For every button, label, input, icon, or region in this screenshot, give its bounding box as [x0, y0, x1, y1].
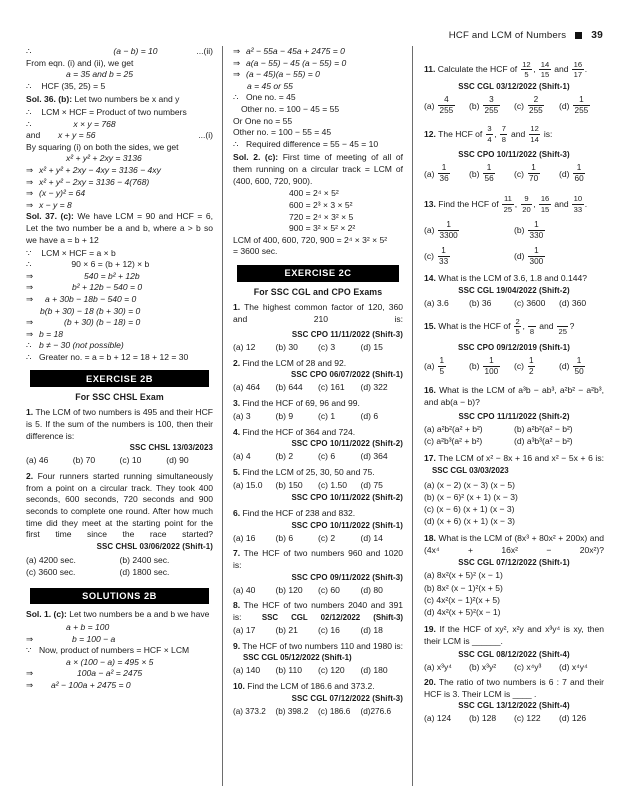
question-19 — [424, 624, 604, 673]
option-a[interactable]: (a) 46 — [26, 455, 49, 466]
option-d[interactable]: (d) 126 — [559, 713, 587, 724]
option-d[interactable]: (d) (x + 6) (x + 1) (x − 3) — [424, 516, 515, 527]
question-source: SSC CGL 13/12/2022 (Shift-4) — [458, 701, 570, 711]
option-b[interactable]: (b) $\frac{1}{56}$ — [469, 163, 494, 184]
question-text: 9. The HCF of two numbers 110 and 1980 is: SSC CGL 05/12/2022 (Shift-1) — [233, 640, 403, 663]
question-text: 15. What is the HCF of $\frac{2}{5}$ , 8 and 25 ? — [424, 316, 575, 337]
question-source: SSC CPO 06/07/2022 (Shift-1) — [291, 370, 403, 380]
question-options — [424, 164, 604, 185]
sol2-result-2: = 3600 sec. — [233, 246, 278, 257]
question-source: SSC CPO 10/11/2022 (Shift-2) — [291, 439, 403, 449]
option-b[interactable]: (b) 36 — [469, 297, 492, 308]
question-source: SSC CGL 02/12/2022 (Shift-3) — [261, 612, 404, 622]
option-b[interactable]: (b) $\frac{3}{255}$ — [469, 95, 499, 116]
option-b[interactable]: (b) 128 — [469, 713, 497, 724]
question-source: SSC CPO 11/11/2022 (Shift-3) — [291, 330, 403, 340]
question-18 — [424, 533, 604, 618]
option-b[interactable]: (b) $\frac{1}{100}$ — [469, 355, 499, 376]
sol1-line-5: ⇒ 100a − a² = 2475 — [26, 668, 143, 679]
column-1 — [26, 46, 222, 786]
fraction-16-15: $\frac{16}{15}$ — [540, 194, 550, 214]
exercise-2b-question-2 — [26, 471, 213, 578]
question-text: 2. Find the LCM of 28 and 92. — [233, 357, 347, 368]
question-options — [233, 480, 403, 492]
exercise-2c-banner: EXERCISE 2C — [237, 265, 399, 282]
question-source: SSC CGL 05/12/2022 (Shift-1) — [243, 653, 352, 663]
question-text: 3. Find the HCF of 69, 96 and 99. — [233, 397, 360, 408]
fraction-14-15: $\frac{14}{15}$ — [540, 59, 550, 79]
option-a[interactable]: (a) 464 — [233, 382, 261, 393]
sol2-factor-3: 720 = 2⁴ × 3² × 5 — [289, 211, 354, 222]
option-d[interactable]: (d) 18 — [360, 625, 383, 636]
option-b[interactable]: (b) 2400 sec. — [119, 554, 170, 565]
solution-35-continued — [26, 46, 213, 92]
question-text: 2. Four runners started running simultaneously from a point on a circular track. They took 400 seconds, 600 seconds, 720 seconds and 900 seconds to complete one round. After how much time did they meet at the starting point for the first time since the race started? — [26, 470, 214, 540]
exercise-2c-question-3 — [233, 398, 403, 423]
exercise-2c-question-8 — [233, 600, 403, 636]
question-source: SSC CPO 09/12/2019 (Shift-1) — [458, 342, 570, 352]
sol36-line-1: ∴ LCM × HCF = Product of two numbers — [26, 107, 187, 118]
option-d[interactable]: (d) $\frac{1}{255}$ — [559, 95, 589, 116]
question-text: 16. What is the LCM of a³b − ab³, a²b² − a²b³, and ab(a − b)? — [424, 385, 605, 408]
exercise-2c-question-7 — [233, 548, 403, 596]
option-b[interactable]: (b) 8x² (x − 1)²(x + 5) — [424, 582, 503, 593]
column-2 — [222, 46, 412, 786]
option-d[interactable]: (d) 14 — [360, 532, 383, 543]
option-d[interactable]: (d) a³b³(a² − b²) — [514, 436, 573, 447]
option-d[interactable]: (d) $\frac{1}{50}$ — [559, 355, 584, 376]
option-c[interactable]: (c) 2 — [318, 532, 336, 543]
page-header — [449, 30, 603, 41]
question-text: 7. The HCF of two numbers 960 and 1020 is: — [233, 548, 403, 570]
option-b[interactable]: (b) $\frac{1}{330}$ — [514, 219, 544, 240]
question-source: SSC CGL 08/12/2022 (Shift-4) — [458, 649, 570, 659]
question-text: 20. The ratio of two numbers is 6 : 7 and their HCF is 3. Their LCM is ____ . — [424, 677, 604, 699]
question-text: 14. What is the LCM of 3.6, 1.8 and 0.144? — [424, 273, 587, 284]
question-options — [26, 455, 213, 467]
fraction-10-33: $\frac{10}{33}$ — [573, 194, 583, 214]
question-source: SSC CGL 07/12/2022 (Shift-1) — [458, 557, 570, 567]
option-b[interactable]: (b) 70 — [72, 455, 96, 466]
question-options-row-2 — [424, 435, 604, 447]
option-a[interactable]: (a) $\frac{1}{5}$ — [424, 355, 445, 376]
question-options — [424, 662, 604, 674]
question-source: SSC CPO 10/11/2022 (Shift-2) — [291, 492, 403, 502]
option-b[interactable]: (b) a²b²(a² − b²) — [514, 424, 573, 435]
question-options — [424, 569, 604, 618]
question-source: SSC CGL 03/03/2023 — [432, 465, 509, 475]
question-text: 19. If the HCF of xy², x²y and x³y⁴ is xy, then their LCM is ______. — [424, 624, 605, 646]
question-source: SSC CPO 09/11/2022 (Shift-3) — [291, 572, 403, 582]
option-a[interactable]: (a) 124 — [424, 713, 452, 724]
question-source: SSC CGL 07/12/2022 (Shift-3) — [291, 693, 403, 703]
option-c[interactable]: (c) 3600 — [514, 297, 546, 308]
option-b[interactable]: (b) 644 — [275, 382, 303, 393]
sol36-line-7: ⇒ x² + y² − 2xy = 3136 − 4(768) — [26, 176, 150, 187]
option-d[interactable]: (d) 322 — [360, 382, 388, 393]
sol2-heading: Sol. 2. (c): First time of meeting of all of them running on a circular track = LCM of (400, 600, 720, 900). — [233, 152, 404, 186]
option-c[interactable]: (c) 60 — [318, 584, 340, 595]
fraction-12-5: $\frac{12}{5}$ — [522, 59, 531, 79]
question-options — [233, 451, 403, 463]
option-b[interactable]: (b) 398.2 — [275, 706, 309, 716]
sol37-line-8: ⇒ b = 18 — [26, 328, 64, 339]
question-options — [424, 356, 604, 377]
option-d[interactable]: (d) $\frac{1}{300}$ — [514, 245, 544, 266]
option-a[interactable]: (a) 3 — [233, 411, 251, 422]
fraction-16-17: $\frac{16}{17}$ — [573, 59, 583, 79]
sol2-factor-2: 600 = 2³ × 3 × 5² — [289, 200, 353, 211]
question-14 — [424, 273, 604, 309]
option-b[interactable]: (b) 9 — [275, 411, 294, 422]
exercise-2b-banner: EXERCISE 2B — [30, 370, 209, 387]
question-text: 12. The HCF of $\frac{3}{4}$ , $\frac{7}{8}$ and $\frac{12}{14}$ is: — [424, 124, 553, 144]
question-16 — [424, 385, 604, 447]
fraction-blank-25: 25 — [558, 327, 567, 337]
question-text: 8. The HCF of two numbers 2040 and 391 is: SSC CGL 02/12/2022 (Shift-3) — [233, 600, 404, 622]
exercise-2c-question-2 — [233, 358, 403, 394]
sol35-line-1: ∴ (a − b) = 10 ...(ii) — [26, 46, 213, 56]
option-d[interactable]: (d) x⁴y⁴ — [559, 661, 588, 672]
question-11 — [424, 60, 604, 117]
option-d[interactable]: (d) 75 — [360, 480, 383, 491]
option-a[interactable]: (a) 17 — [233, 625, 256, 636]
question-options — [233, 411, 403, 423]
exercise-2c-question-1 — [233, 302, 403, 354]
question-text: 5. Find the LCM of 25, 30, 50 and 75. — [233, 466, 375, 477]
question-text: 11. Calculate the HCF of $\frac{12}{5}$ , $\frac{14}{15}$ and $\frac{16}{17}$ . — [424, 59, 588, 79]
option-c[interactable]: (c) x⁴y³ — [514, 661, 542, 672]
fraction-2-5: $\frac{2}{5}$ — [515, 316, 520, 337]
question-text: 6. Find the HCF of 238 and 832. — [233, 508, 356, 519]
sol37-line-5: ⇒ a + 30b − 18b − 540 = 0 — [26, 293, 137, 304]
option-d[interactable]: (d) 15 — [360, 342, 383, 353]
option-b[interactable]: (b) 6 — [275, 532, 294, 543]
sol37-line-6: b(b + 30) − 18 (b + 30) = 0 — [40, 305, 141, 316]
solutions-2b-banner: SOLUTIONS 2B — [30, 588, 209, 605]
sol1c-line-9: ∴ Required difference = 55 − 45 = 10 — [233, 138, 379, 149]
option-a[interactable]: (a) 140 — [233, 665, 261, 676]
option-c[interactable]: (c) 120 — [318, 665, 345, 676]
option-d[interactable]: (d) 4x²(x + 5)²(x − 1) — [424, 606, 501, 617]
sol1c-line-3: ⇒ (a − 45)(a − 55) = 0 — [233, 69, 320, 80]
option-c[interactable]: (c) 4x²(x − 1)²(x + 5) — [424, 594, 500, 605]
sol2-result-1: LCM of 400, 600, 720, 900 = 2⁴ × 3² × 5² — [233, 234, 388, 245]
option-c[interactable]: (c) 186.6 — [318, 706, 351, 716]
black-square-icon — [575, 32, 582, 39]
question-15 — [424, 317, 604, 377]
question-source: SSC CPO 11/11/2022 (Shift-2) — [458, 411, 570, 421]
sol36-line-8: ⇒ (x − y)² = 64 — [26, 188, 86, 199]
sol1-line-1: a + b = 100 — [66, 622, 110, 633]
question-17 — [424, 453, 604, 527]
question-text: 18. What is the LCM of (8x³ + 80x² + 200x) and (4x⁴ + 16x² − 20x²)? — [424, 533, 605, 556]
sol1-heading: Sol. 1. (c): Let two numbers be a and b we have — [26, 609, 210, 620]
option-b[interactable]: (b) 120 — [275, 584, 303, 595]
option-c[interactable]: (c) $\frac{1}{2}$ — [514, 355, 534, 376]
question-text: 1. The highest common factor of 120, 360 and 210 is: — [233, 301, 403, 324]
exercise-2c-question-9 — [233, 641, 403, 677]
sol37-line-4: ⇒ b² + 12b − 540 = 0 — [26, 282, 143, 293]
option-a[interactable]: (a) 16 — [233, 532, 256, 543]
question-options — [424, 298, 604, 310]
sol2-factor-4: 900 = 3² × 5² × 2² — [289, 223, 356, 234]
solution-37 — [26, 211, 213, 363]
sol36-heading: Sol. 36. (b): Let two numbers be x and y — [26, 94, 180, 105]
sol36-line-3: and x + y = 56 ...(i) — [26, 130, 213, 141]
question-text: 4. Find the HCF of 364 and 724. — [233, 426, 356, 437]
option-d[interactable]: (d) 360 — [559, 297, 587, 308]
question-options-row-2 — [424, 246, 604, 267]
option-b[interactable]: (b) 150 — [275, 480, 303, 491]
option-b[interactable]: (b) 21 — [275, 625, 298, 636]
option-b[interactable]: (b) 2 — [275, 451, 294, 462]
option-c[interactable]: (c) 1.50 — [318, 480, 347, 491]
option-c[interactable]: (c) 1 — [318, 411, 336, 422]
option-a[interactable]: (a) 8x²(x + 5)² (x − 1) — [424, 570, 503, 581]
sol1-line-3: ∵ Now, product of numbers = HCF × LCM — [26, 645, 190, 656]
question-source: SSC CGL 03/12/2022 (Shift-1) — [458, 82, 570, 92]
sol1c-line-1: ⇒ a² − 55a − 45a + 2475 = 0 — [233, 46, 345, 56]
option-a[interactable]: (a) 15.0 — [233, 480, 263, 491]
sol37-line-3: ⇒ 540 = b² + 12b — [26, 270, 140, 281]
sol1c-line-7: Or One no = 55 — [233, 115, 293, 126]
sol1c-line-6: Other no. = 100 − 45 = 55 — [241, 103, 340, 114]
sol1c-line-8: Other no. = 100 − 55 = 45 — [233, 127, 332, 138]
fraction-3-4: $\frac{3}{4}$ — [487, 124, 492, 144]
sol1-line-4: a × (100 − a) = 495 × 5 — [66, 656, 154, 667]
solution-36 — [26, 94, 213, 211]
option-d[interactable]: (d)276.6 — [360, 706, 391, 716]
option-a[interactable]: (a) a²b²(a² + b²) — [424, 424, 483, 435]
question-source: SSC CGL 19/04/2022 (Shift-2) — [458, 285, 570, 295]
sol1c-line-2: ⇒ a(a − 55) − 45 (a − 55) = 0 — [233, 57, 347, 68]
sol37-line-1: ∵ LCM × HCF = a × b — [26, 247, 116, 258]
question-text: 17. The LCM of x² − 8x + 16 and x² − 5x + 6 is: SSC CGL 03/03/2023 — [424, 453, 604, 475]
question-13 — [424, 195, 604, 267]
option-a[interactable]: (a) x³y⁴ — [424, 661, 452, 672]
option-c[interactable]: (c) 122 — [514, 713, 541, 724]
sol36-line-9: ⇒ x − y = 8 — [26, 199, 72, 210]
question-options — [233, 533, 403, 545]
page-number: 39 — [591, 30, 603, 41]
question-options — [233, 342, 403, 354]
question-source: SSC CPO 10/11/2022 (Shift-1) — [291, 520, 403, 530]
sol37-line-2: ∴ 90 × 6 = (b + 12) × b — [26, 259, 150, 270]
sol35-line-4: ∴ HCF (35, 25) = 5 — [26, 80, 106, 91]
sol2-factor-1: 400 = 2⁴ × 5² — [289, 188, 339, 199]
fraction-blank-8: 8 — [529, 327, 535, 337]
sol36-line-4: By squaring (i) on both the sides, we get — [26, 141, 179, 152]
option-d[interactable]: (d) $\frac{1}{60}$ — [559, 163, 584, 184]
question-text: 1. The LCM of two numbers is 495 and their HCF is 5. If the sum of the numbers is 100, then their difference is: — [26, 407, 213, 441]
option-a[interactable]: (a) $\frac{4}{255}$ — [424, 95, 454, 116]
question-12 — [424, 125, 604, 185]
option-a[interactable]: (a) 3.6 — [424, 297, 449, 308]
option-c[interactable]: (c) 3 — [318, 342, 336, 353]
question-text: 13. Find the HCF of $\frac{11}{25}$ , $\frac{9}{20}$ , $\frac{16}{15}$ and $\frac{10}{33}$ . — [424, 194, 588, 214]
question-source: SSC CPO 10/11/2022 (Shift-3) — [458, 150, 570, 160]
fraction-11-25: $\frac{11}{25}$ — [503, 194, 513, 214]
exercise-2c-question-4 — [233, 427, 403, 463]
option-d[interactable]: (d) 1800 sec. — [119, 566, 170, 577]
option-d[interactable]: (d) 364 — [360, 451, 388, 462]
option-c[interactable]: (c) a²b³(a² + b²) — [424, 436, 483, 447]
sol37-line-9: ∴ b ≠ − 30 (not possible) — [26, 340, 124, 351]
option-a[interactable]: (a) 373.2 — [233, 706, 266, 716]
sol36-line-6: ⇒ x² + y² + 2xy − 4xy = 3136 − 4xy — [26, 165, 161, 176]
fraction-9-20: $\frac{9}{20}$ — [522, 194, 531, 214]
option-b[interactable]: (b) x³y² — [469, 661, 497, 672]
fraction-12-14: $\frac{12}{14}$ — [530, 124, 539, 144]
option-a[interactable]: (a) 12 — [233, 342, 256, 353]
option-c[interactable]: (c) $\frac{2}{255}$ — [514, 95, 543, 116]
option-b[interactable]: (b) 30 — [275, 342, 298, 353]
solution-1-continued — [233, 46, 403, 150]
option-c[interactable]: (c) (x − 6) (x + 1) (x − 3) — [424, 504, 515, 515]
sol35-line-2: From eqn. (i) and (ii), we get — [26, 57, 134, 68]
sol35-line-3: a = 35 and b = 25 — [66, 69, 134, 80]
sol36-line-2: ∴ x × y = 768 — [26, 118, 116, 129]
option-c[interactable]: (c) 16 — [318, 625, 340, 636]
question-options — [233, 706, 403, 718]
column-3 — [412, 46, 604, 786]
three-column-body — [26, 46, 604, 786]
question-options — [424, 96, 604, 117]
exercise-2c-question-10 — [233, 681, 403, 717]
exercise-2c-subtitle: For SSC CGL and CPO Exams — [253, 286, 383, 297]
option-c[interactable]: (c) 10 — [119, 455, 142, 466]
option-a[interactable]: (a) $\frac{1}{36}$ — [424, 163, 449, 184]
sol37-line-10: ∴ Greater no. = a = b + 12 = 18 + 12 = 30 — [26, 351, 189, 362]
question-source: SSC CHSL 03/06/2022 (Shift-1) — [96, 542, 213, 552]
exercise-2c-question-5 — [233, 467, 403, 503]
sol1c-line-5: ∴ One no. = 45 — [233, 92, 296, 103]
exercise-2c-question-6 — [233, 508, 403, 544]
exercise-2b-subtitle: For SSC CHSL Exam — [75, 392, 164, 403]
sol1c-line-4: a = 45 or 55 — [247, 80, 293, 91]
sol1-line-6: ⇒ a² − 100a + 2475 = 0 — [26, 680, 131, 691]
question-text: 10. Find the LCM of 186.6 and 373.2. — [233, 680, 375, 691]
option-d[interactable]: (d) 6 — [360, 411, 379, 422]
solution-2 — [233, 152, 403, 258]
question-options-row-1 — [26, 554, 213, 566]
option-a[interactable]: (a) $\frac{1}{3300}$ — [424, 219, 458, 240]
option-c[interactable]: (c) 3600 sec. — [26, 566, 76, 577]
question-options — [233, 382, 403, 394]
question-options-row-2 — [26, 566, 213, 578]
question-options-row-1 — [424, 220, 604, 241]
option-c[interactable]: (c) $\frac{1}{70}$ — [514, 163, 539, 184]
option-a[interactable]: (a) 40 — [233, 584, 256, 595]
option-d[interactable]: (d) 80 — [360, 584, 383, 595]
option-d[interactable]: (d) 180 — [360, 665, 388, 676]
exercise-2b-question-1 — [26, 407, 213, 467]
option-d[interactable]: (d) 90 — [166, 455, 189, 466]
question-options — [424, 479, 604, 528]
option-b[interactable]: (b) 110 — [275, 665, 302, 676]
option-c[interactable]: (c) 6 — [318, 451, 336, 462]
option-c[interactable]: (c) $\frac{1}{33}$ — [424, 245, 449, 266]
sol37-heading: Sol. 37. (c): We have LCM = 90 and HCF = 6, Let the two number be a and b, where a > b so we have a = b + 12 — [26, 211, 214, 245]
page-header-title: HCF and LCM of Numbers — [448, 30, 567, 41]
option-b[interactable]: (b) (x − 6)² (x + 1) (x − 3) — [424, 491, 518, 502]
sol1-line-2: ⇒ b = 100 − a — [26, 633, 116, 644]
question-20 — [424, 677, 604, 725]
question-options — [233, 585, 403, 597]
question-source: SSC CHSL 13/03/2023 — [129, 443, 213, 453]
option-a[interactable]: (a) (x − 2) (x − 3) (x − 5) — [424, 479, 515, 490]
option-c[interactable]: (c) 161 — [318, 382, 345, 393]
question-options-row-1 — [424, 423, 604, 435]
sol37-line-7: ⇒ (b + 30) (b − 18) = 0 — [26, 317, 141, 328]
question-options — [424, 713, 604, 725]
question-options — [233, 625, 403, 637]
option-a[interactable]: (a) 4 — [233, 451, 251, 462]
solutions-2b-solution-1 — [26, 609, 213, 691]
fraction-7-8: $\frac{7}{8}$ — [501, 124, 506, 144]
question-options — [233, 665, 403, 677]
sol36-line-5: x² + y² + 2xy = 3136 — [66, 153, 142, 164]
option-a[interactable]: (a) 4200 sec. — [26, 554, 76, 565]
